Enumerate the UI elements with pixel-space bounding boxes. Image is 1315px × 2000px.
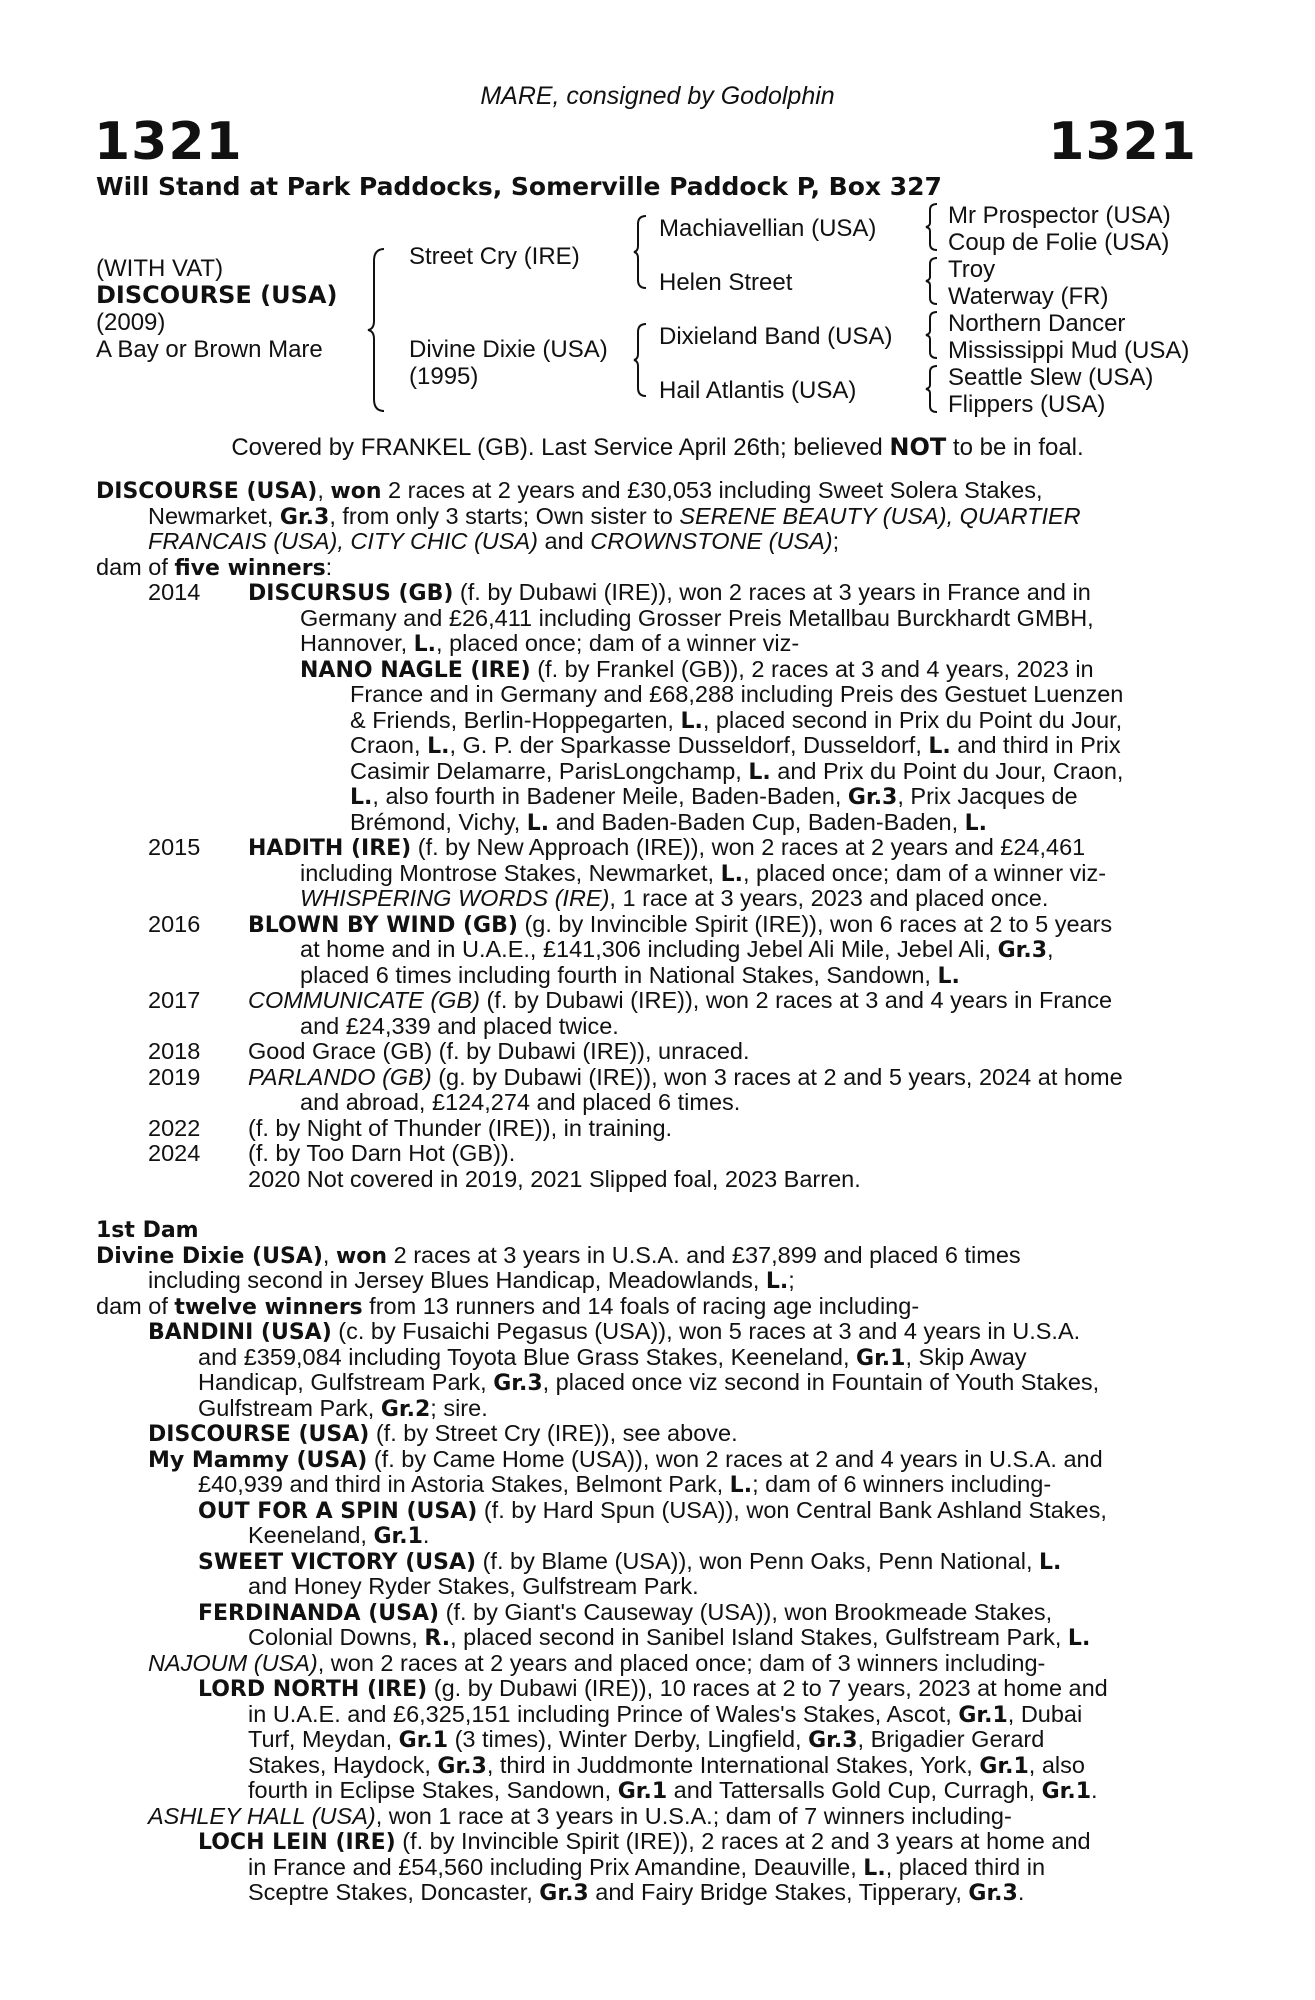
- text-line: and Honey Ryder Stakes, Gulfstream Park.: [248, 1573, 699, 1599]
- section-heading: 1st Dam: [96, 1218, 199, 1243]
- ggs-3: Northern Dancer: [948, 310, 1126, 337]
- ggs-1: Mr Prospector (USA): [948, 202, 1171, 229]
- text-line: Keeneland, Gr.1.: [248, 1522, 430, 1549]
- covering-note: Covered by FRANKEL (GB). Last Service April 26th; believed NOT to be in foal.: [231, 433, 1084, 461]
- text-line: BANDINI (USA) (c. by Fusaichi Pegasus (USA)), won 5 races at 3 and 4 years in U.S.A.: [148, 1318, 1081, 1345]
- ggd-4: Flippers (USA): [948, 391, 1106, 418]
- text-line: Casimir Delamarre, ParisLongchamp, L. and Prix du Point du Jour, Craon,: [350, 757, 1124, 785]
- text-line: dam of twelve winners from 13 runners and 14 foals of racing age including-: [96, 1292, 920, 1320]
- text-line: NANO NAGLE (IRE) (f. by Frankel (GB)), 2 races at 3 and 4 years, 2023 in: [300, 655, 1094, 683]
- horse-name: DISCOURSE (USA): [96, 281, 338, 309]
- text-line: Divine Dixie (USA), won 2 races at 3 years in U.S.A. and £37,899 and placed 6 times: [96, 1241, 1021, 1269]
- text-line: L., also fourth in Badener Meile, Baden-Baden, Gr.3, Prix Jacques de: [350, 783, 1078, 810]
- text-line: Handicap, Gulfstream Park, Gr.3, placed once viz second in Fountain of Youth Stakes,: [198, 1369, 1100, 1396]
- text-line: LORD NORTH (IRE) (g. by Dubawi (IRE)), 10 races at 2 to 7 years, 2023 at home and: [198, 1675, 1108, 1702]
- text-line: including second in Jersey Blues Handicap, Meadowlands, L.;: [148, 1267, 795, 1294]
- text-line: FERDINANDA (USA) (f. by Giant's Causeway (USA)), won Brookmeade Stakes,: [198, 1598, 1053, 1626]
- text-line: at home and in U.A.E., £141,306 including Jebel Ali Mile, Jebel Ali, Gr.3,: [300, 936, 1054, 963]
- text-line: FRANCAIS (USA), CITY CHIC (USA) and CROWNSTONE (USA);: [148, 528, 840, 554]
- produce-row: 2019 PARLANDO (GB) (g. by Dubawi (IRE)), won 3 races at 2 and 5 years, 2024 at home: [148, 1063, 1123, 1090]
- horse-description: A Bay or Brown Mare: [96, 336, 323, 363]
- text-line: Sceptre Stakes, Doncaster, Gr.3 and Fairy Bridge Stakes, Tipperary, Gr.3.: [248, 1879, 1025, 1906]
- text-line: DISCOURSE (USA), won 2 races at 2 years and £30,053 including Sweet Solera Stakes,: [96, 477, 1043, 504]
- dam-year: (1995): [409, 363, 479, 390]
- catalogue-text: [96, 478, 1206, 1906]
- text-line: Germany and £26,411 including Grosser Preis Metallbau Burckhardt GMBH,: [300, 604, 1094, 631]
- vat-note: (WITH VAT): [96, 255, 224, 282]
- text-line: Newmarket, Gr.3, from only 3 starts; Own sister to SERENE BEAUTY (USA), QUARTIER: [148, 502, 1081, 530]
- text-line: including Montrose Stakes, Newmarket, L., placed once; dam of a winner viz-: [300, 859, 1107, 887]
- dam-sire: Dixieland Band (USA): [659, 323, 893, 350]
- produce-row: 2024 (f. by Too Darn Hot (GB)).: [148, 1140, 516, 1166]
- text-line: & Friends, Berlin-Hoppegarten, L., placed second in Prix du Point du Jour,: [350, 706, 1123, 734]
- text-line: My Mammy (USA) (f. by Came Home (USA)), won 2 races at 2 and 4 years in U.S.A. and: [148, 1445, 1103, 1473]
- dam-side-brace: [366, 245, 390, 415]
- text-line: LOCH LEIN (IRE) (f. by Invincible Spirit (IRE)), 2 races at 2 and 3 years at home and: [198, 1828, 1091, 1855]
- text-line: Brémond, Vichy, L. and Baden-Baden Cup, Baden-Baden, L.: [350, 808, 988, 836]
- produce-row: 2014 DISCURSUS (GB) (f. by Dubawi (IRE)), won 2 races at 3 years in France and in: [148, 579, 1091, 606]
- text-line: dam of five winners:: [96, 553, 333, 581]
- text-line: £40,939 and third in Astoria Stakes, Belmont Park, L.; dam of 6 winners including-: [198, 1471, 1052, 1498]
- text-line: in U.A.E. and £6,325,151 including Prince of Wales's Stakes, Ascot, Gr.1, Dubai: [248, 1700, 1083, 1728]
- ggd-2: Waterway (FR): [948, 283, 1109, 310]
- sire-sire: Machiavellian (USA): [659, 215, 877, 242]
- ggs-2: Troy: [948, 256, 996, 283]
- dam: Divine Dixie (USA): [409, 336, 608, 363]
- text-line: Gulfstream Park, Gr.2; sire.: [198, 1394, 488, 1422]
- text-line: NAJOUM (USA), won 2 races at 2 years and placed once; dam of 3 winners including-: [148, 1649, 1046, 1676]
- sire-brace: [632, 214, 652, 290]
- text-line: and abroad, £124,274 and placed 6 times.: [300, 1089, 741, 1115]
- text-line: 2020 Not covered in 2019, 2021 Slipped foal, 2023 Barren.: [248, 1165, 861, 1192]
- dam-brace: [632, 322, 652, 398]
- brace-1: [924, 202, 942, 252]
- ggs-4: Seattle Slew (USA): [948, 364, 1154, 391]
- lot-number-left: 1321: [94, 112, 243, 172]
- brace-3: [924, 310, 942, 360]
- produce-row: 2017 COMMUNICATE (GB) (f. by Dubawi (IRE)), won 2 races at 3 and 4 years in France: [148, 987, 1113, 1013]
- produce-row: 2015 HADITH (IRE) (f. by New Approach (IRE)), won 2 races at 2 years and £24,461: [148, 834, 1086, 861]
- text-line: OUT FOR A SPIN (USA) (f. by Hard Spun (USA)), won Central Bank Ashland Stakes,: [198, 1496, 1107, 1524]
- stabling-location: Will Stand at Park Paddocks, Somerville Paddock P, Box 327: [96, 172, 942, 201]
- text-line: WHISPERING WORDS (IRE), 1 race at 3 years, 2023 and placed once.: [300, 885, 1049, 911]
- text-line: ASHLEY HALL (USA), won 1 race at 3 years in U.S.A.; dam of 7 winners including-: [148, 1802, 1012, 1829]
- brace-4: [924, 364, 942, 414]
- sire-dam: Helen Street: [659, 269, 793, 296]
- horse-year: (2009): [96, 309, 166, 336]
- produce-row: 2018 Good Grace (GB) (f. by Dubawi (IRE)), unraced.: [148, 1038, 750, 1064]
- text-line: placed 6 times including fourth in National Stakes, Sandown, L.: [300, 961, 960, 989]
- text-line: and £24,339 and placed twice.: [300, 1012, 619, 1039]
- text-line: Hannover, L., placed once; dam of a winner viz-: [300, 630, 800, 657]
- ggd-1: Coup de Folie (USA): [948, 229, 1170, 256]
- text-line: fourth in Eclipse Stakes, Sandown, Gr.1 and Tattersalls Gold Cup, Curragh, Gr.1.: [248, 1777, 1098, 1804]
- dam-dam: Hail Atlantis (USA): [659, 377, 857, 404]
- text-line: DISCOURSE (USA) (f. by Street Cry (IRE)), see above.: [148, 1420, 738, 1447]
- text-line: Stakes, Haydock, Gr.3, third in Juddmonte International Stakes, York, Gr.1, also: [248, 1751, 1085, 1779]
- text-line: in France and £54,560 including Prix Amandine, Deauville, L., placed third in: [248, 1853, 1046, 1881]
- text-line: Turf, Meydan, Gr.1 (3 times), Winter Derby, Lingfield, Gr.3, Brigadier Gerard: [248, 1726, 1045, 1753]
- text-line: Craon, L., G. P. der Sparkasse Dusseldorf, Dusseldorf, L. and third in Prix: [350, 732, 1121, 759]
- text-line: France and in Germany and £68,288 including Preis des Gestuet Luenzen: [350, 681, 1124, 707]
- lot-number-right: 1321: [1048, 112, 1197, 172]
- text-line: SWEET VICTORY (USA) (f. by Blame (USA)), won Penn Oaks, Penn National, L.: [198, 1547, 1062, 1575]
- produce-row: 2022 (f. by Night of Thunder (IRE)), in training.: [148, 1114, 673, 1141]
- brace-2: [924, 256, 942, 306]
- sire: Street Cry (IRE): [409, 243, 580, 270]
- produce-row: 2016 BLOWN BY WIND (GB) (g. by Invincible Spirit (IRE)), won 6 races at 2 to 5 years: [148, 910, 1113, 938]
- text-line: and £359,084 including Toyota Blue Grass Stakes, Keeneland, Gr.1, Skip Away: [198, 1343, 1027, 1371]
- ggd-3: Mississippi Mud (USA): [948, 337, 1190, 364]
- text-line: Colonial Downs, R., placed second in Sanibel Island Stakes, Gulfstream Park, L.: [248, 1624, 1091, 1651]
- consignor-line: MARE, consigned by Godolphin: [480, 82, 835, 110]
